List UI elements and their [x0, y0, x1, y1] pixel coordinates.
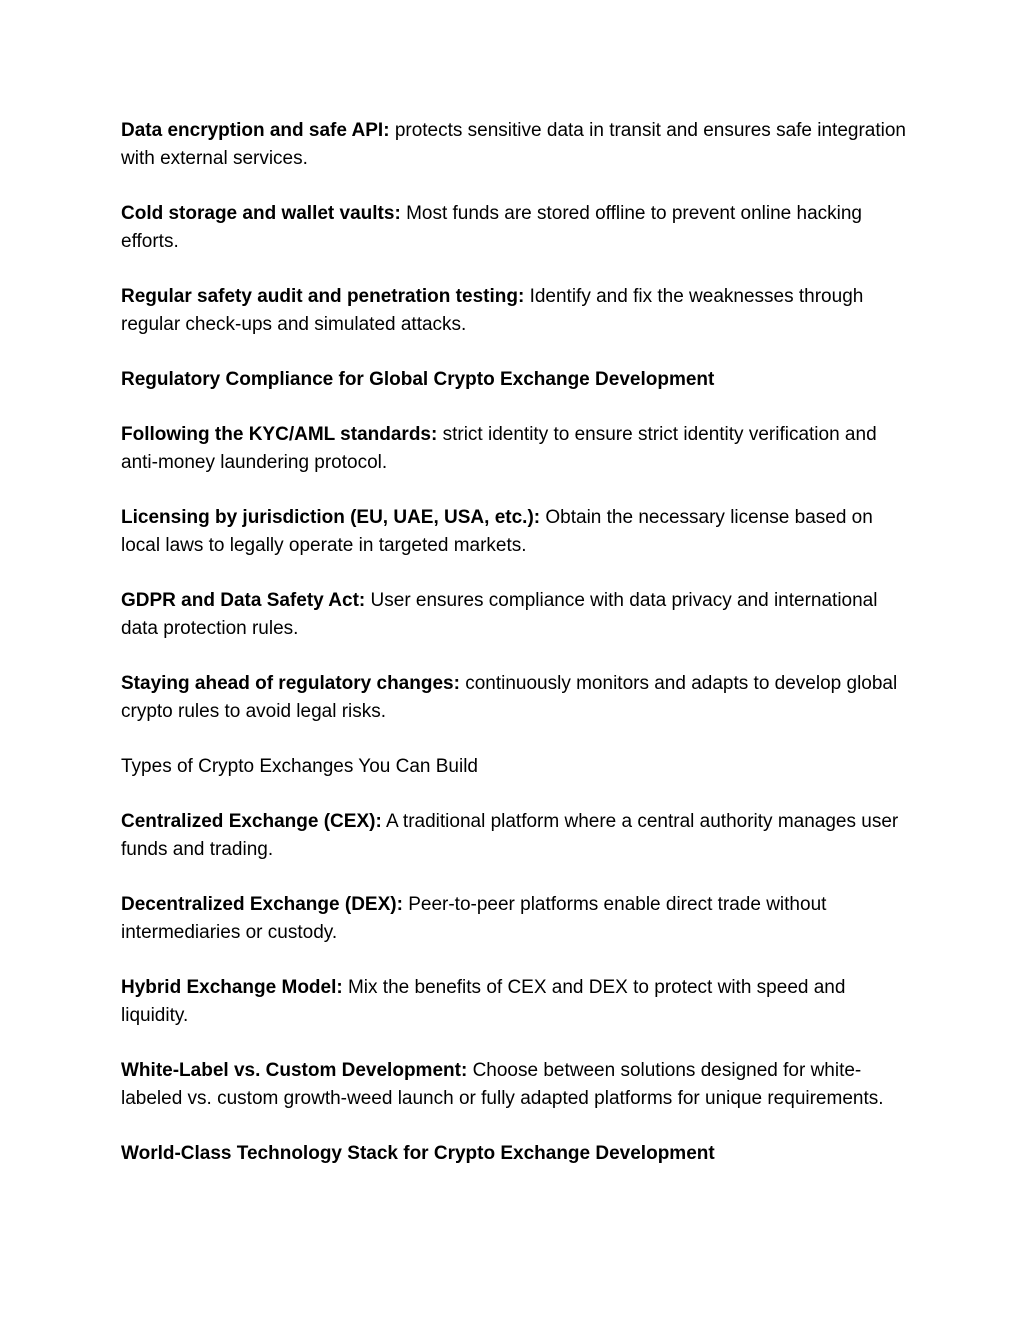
item-description: Identify and fix the weaknesses through regular check-ups and simulated attacks. — [121, 286, 864, 335]
item-term: Data encryption and safe API: — [121, 120, 390, 141]
item-term: Decentralized Exchange (DEX): — [121, 894, 403, 915]
item-term: Hybrid Exchange Model: — [121, 977, 343, 998]
item-term: Centralized Exchange (CEX): — [121, 811, 382, 832]
item-term: White-Label vs. Custom Development: — [121, 1060, 468, 1081]
item-description: Most funds are stored offline to prevent online hacking efforts. — [121, 203, 862, 252]
item-term: Licensing by jurisdiction (EU, UAE, USA, etc.): — [121, 507, 541, 528]
types-heading: Types of Crypto Exchanges You Can Build — [121, 756, 479, 777]
item-description: continuously monitors and adapts to develop global crypto rules to avoid legal risks. — [121, 673, 898, 722]
compliance-heading: Regulatory Compliance for Global Crypto Exchange Development — [121, 369, 715, 390]
item-term: Following the KYC/AML standards: — [121, 424, 438, 445]
compliance-item-kyc-aml — [121, 421, 911, 477]
security-item-audit — [121, 283, 911, 339]
item-description: User ensures compliance with data privacy and international data protection rules. — [121, 590, 878, 639]
item-term: Staying ahead of regulatory changes: — [121, 673, 460, 694]
types-item-cex — [121, 808, 911, 864]
types-item-hybrid — [121, 974, 911, 1030]
types-item-white-label — [121, 1057, 911, 1113]
compliance-item-regulatory-changes — [121, 670, 911, 726]
compliance-item-gdpr — [121, 587, 911, 643]
item-description: protects sensitive data in transit and ensures safe integration with external services. — [121, 120, 906, 169]
document-page — [121, 117, 911, 1195]
security-item-encryption — [121, 117, 911, 173]
item-description: strict identity to ensure strict identity verification and anti-money laundering protocol. — [121, 424, 877, 473]
types-item-dex — [121, 891, 911, 947]
item-term: GDPR and Data Safety Act: — [121, 590, 366, 611]
security-item-cold-storage — [121, 200, 911, 256]
item-description: Mix the benefits of CEX and DEX to protect with speed and liquidity. — [121, 977, 846, 1026]
item-description: Peer-to-peer platforms enable direct trade without intermediaries or custody. — [121, 894, 827, 943]
item-description: Obtain the necessary license based on local laws to legally operate in targeted markets. — [121, 507, 873, 556]
item-term: Cold storage and wallet vaults: — [121, 203, 401, 224]
item-description: A traditional platform where a central authority manages user funds and trading. — [121, 811, 899, 860]
tech-heading: World-Class Technology Stack for Crypto Exchange Development — [121, 1143, 715, 1164]
item-term: Regular safety audit and penetration testing: — [121, 286, 525, 307]
compliance-item-licensing — [121, 504, 911, 560]
item-description: Choose between solutions designed for white-labeled vs. custom growth-weed launch or fully adapted platforms for unique requirements. — [121, 1060, 884, 1109]
